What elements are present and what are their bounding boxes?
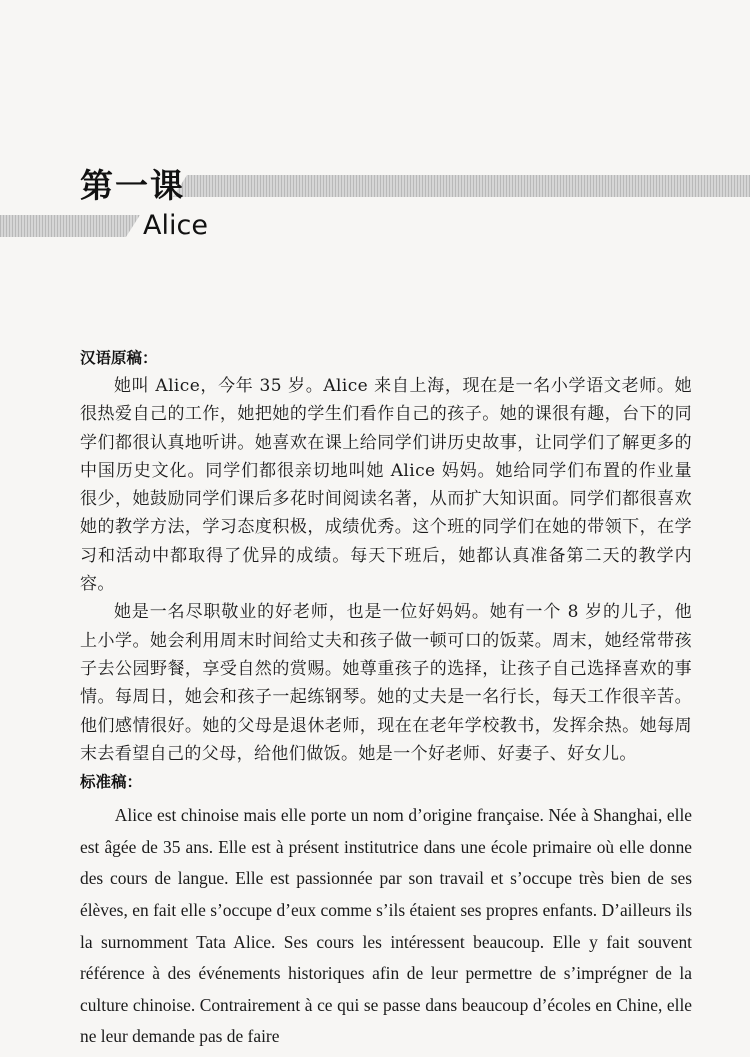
original-paragraph: 她是一名尽职敬业的好老师，也是一位好妈妈。她有一个 8 岁的儿子，他上小学。她会利用周末时间给丈夫和孩子做一顿可口的饭菜。周末，她经常带孩子去公园野餐，享受自然的赏赐。她尊重孩子的选择，让孩子自己选择喜欢的事情。每周日，她会和孩子一起练钢琴。她的丈夫是一名行长，每天工作很辛苦。他们感情很好。她的父母是退休老师，现在在老年学校教书，发挥余热。她每周末去看望自己的父母，给他们做饭。她是一个好老师、好妻子、好女儿。: [80, 602, 692, 764]
lesson-header: [0, 0, 750, 260]
title-decor-band: [173, 175, 750, 197]
original-section-label: 汉语原稿：: [80, 349, 158, 367]
lesson-subtitle: Alice: [143, 210, 208, 241]
original-paragraph: 她叫 Alice，今年 35 岁。Alice 来自上海，现在是一名小学语文老师。她很热爱自己的工作，她把她的学生们看作自己的孩子。她的课很有趣，台下的同学们都很认真地听讲。她喜欢在课上给同学们讲历史故事，让同学们了解更多的中国历史文化。同学们都很亲切地叫她 Alice 妈妈。她给同学们布置的作业量很少，她鼓励同学们课后多花时间阅读名著，从而扩大知识面。同学们都很喜欢她的教学方法，学习态度积极，成绩优秀。这个班的同学们在她的带领下，在学习和活动中都取得了优异的成绩。每天下班后，她都认真准备第二天的教学内容。: [80, 376, 692, 595]
lesson-title: 第一课: [80, 166, 185, 205]
lesson-content: [80, 344, 692, 1053]
subtitle-decor-band: [0, 215, 140, 237]
standard-paragraph: Alice est chinoise mais elle porte un nom d’origine française. Née à Shanghai, elle est âgée de 35 ans. Elle est à présent institutrice dans une école primaire où elle donne des cours de langue. Elle est passionnée par son travail et s’occupe très bien de ses élèves, en fait elle s’occupe d’eux comme s’ils étaient ses propres enfants. D’ailleurs ils la surnomment Tata Alice. Ses cours les intéressent beaucoup. Elle y fait souvent référence à des événements historiques afin de leur permettre de s’imprégner de la culture chinoise. Contrairement à ce qui se passe dans beaucoup d’écoles en Chine, elle ne leur demande pas de faire: [80, 805, 692, 1047]
standard-section-label: 标准稿：: [80, 773, 143, 792]
